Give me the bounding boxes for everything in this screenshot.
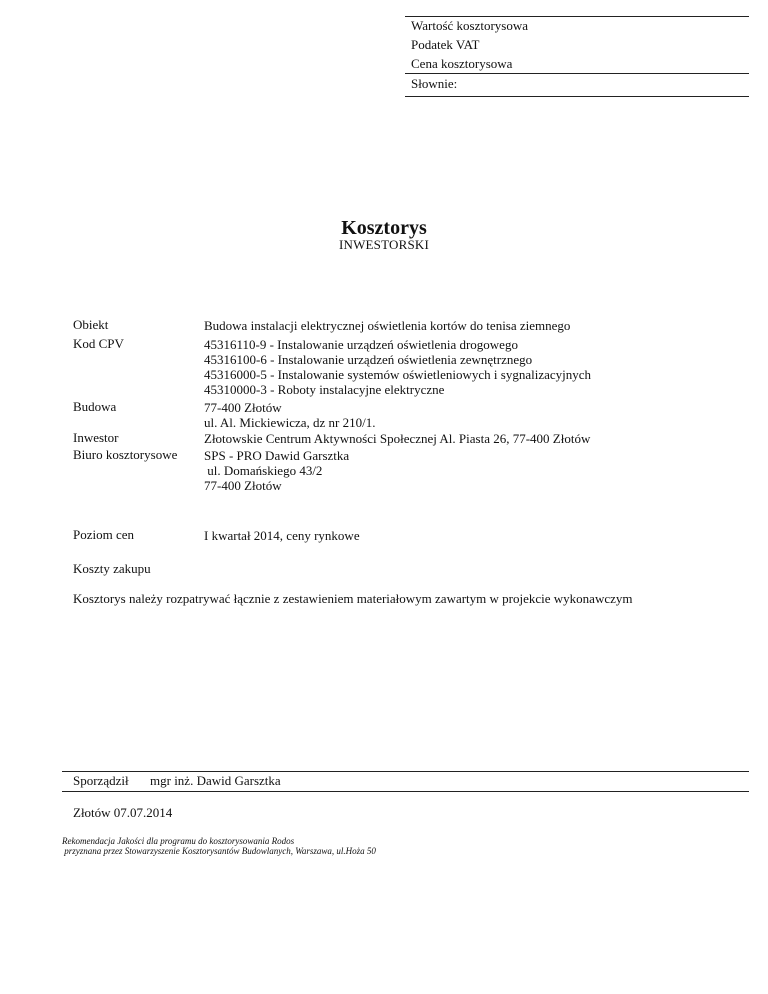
place-date: Złotów 07.07.2014	[73, 805, 173, 820]
summary-mid-rule	[405, 73, 749, 74]
biuro-label: Biuro kosztorysowe	[73, 447, 178, 462]
cpv-label: Kod CPV	[73, 336, 124, 351]
summary-price-label: Cena kosztorysowa	[411, 56, 513, 71]
cpv-line: 45316110-9 - Instalowanie urządzeń oświetlenia drogowego	[204, 337, 518, 352]
biuro-line: SPS - PRO Dawid Garsztka	[204, 448, 350, 463]
budowa-label: Budowa	[73, 399, 117, 414]
cpv-line: 45316000-5 - Instalowanie systemów oświetleniowych i sygnalizacyjnych	[204, 367, 592, 382]
footer-line-1: Rekomendacja Jakości dla programu do kosztorysowania Rodos	[62, 836, 295, 846]
sign-label: Sporządził	[73, 773, 129, 788]
document-subtitle: INWESTORSKI	[338, 237, 430, 252]
budowa-line: ul. Al. Mickiewicza, dz nr 210/1.	[204, 415, 376, 430]
summary-vat-label: Podatek VAT	[411, 37, 480, 52]
poziom-label: Poziom cen	[73, 527, 135, 542]
document-title: Kosztorys	[341, 217, 427, 239]
obiekt-value: Budowa instalacji elektrycznej oświetlenia kortów do tenisa ziemnego	[204, 318, 571, 333]
poziom-value: I kwartał 2014, ceny rynkowe	[204, 528, 360, 543]
sign-bottom-rule	[62, 791, 749, 792]
biuro-line: ul. Domańskiego 43/2	[204, 463, 323, 478]
estimate-note: Kosztorys należy rozpatrywać łącznie z zestawieniem materiałowym zawartym w projekcie wykonawczym	[73, 591, 633, 606]
summary-top-rule	[405, 16, 749, 17]
footer-line-2: przyznana przez Stowarzyszenie Kosztorysantów Budowlanych, Warszawa, ul.Hoża 50	[62, 846, 376, 856]
koszty-zakupu-label: Koszty zakupu	[73, 561, 151, 576]
cpv-line: 45316100-6 - Instalowanie urządzeń oświetlenia zewnętrznego	[204, 352, 533, 367]
sign-name: mgr inż. Dawid Garsztka	[150, 773, 281, 788]
cpv-line: 45310000-3 - Roboty instalacyjne elektryczne	[204, 382, 445, 397]
summary-words-label: Słownie:	[411, 76, 458, 91]
sign-top-rule	[62, 771, 749, 772]
biuro-line: 77-400 Złotów	[204, 478, 282, 493]
summary-bottom-rule	[405, 96, 749, 97]
inwestor-label: Inwestor	[73, 430, 119, 445]
summary-value-label: Wartość kosztorysowa	[411, 18, 529, 33]
budowa-line: 77-400 Złotów	[204, 400, 282, 415]
inwestor-value: Złotowskie Centrum Aktywności Społecznej Al. Piasta 26, 77-400 Złotów	[204, 431, 591, 446]
obiekt-label: Obiekt	[73, 317, 109, 332]
